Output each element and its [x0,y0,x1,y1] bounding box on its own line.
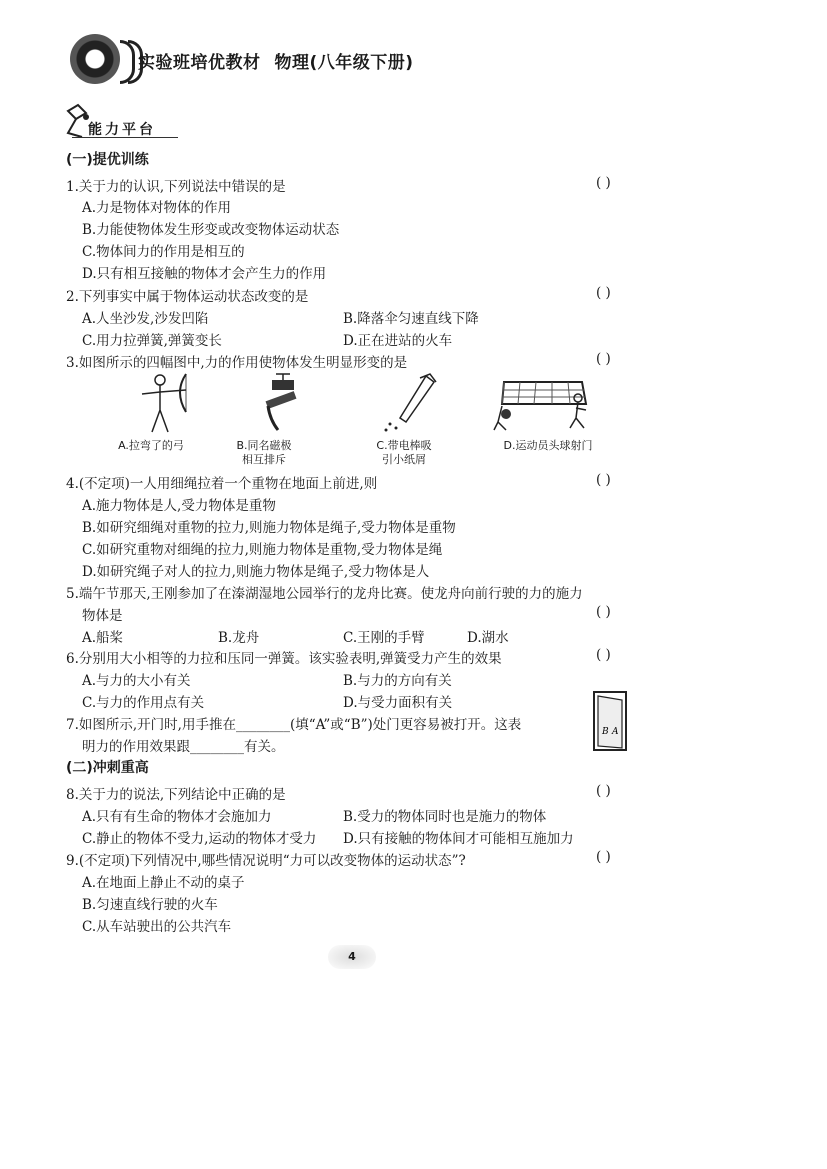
figure-caption-a: A.拉弯了的弓 [118,439,184,452]
option: B.龙舟 [218,630,260,646]
option: B.受力的物体同时也是施力的物体 [343,809,547,825]
option: C.用力拉弹簧,弹簧变长 [82,333,222,349]
question-stem: 7.如图所示,开门时,用手推在________(填“A”或“B”)处门更容易被打开。这表 [66,717,522,733]
door-label-b: B [602,727,609,737]
option: D.正在进站的火车 [343,333,453,349]
option: C.如研究重物对细绳的拉力,则施力物体是重物,受力物体是绳 [82,542,443,558]
option: D.只有相互接触的物体才会产生力的作用 [82,266,327,282]
answer-blank: ( ) [596,351,611,367]
door-illustration-icon [592,690,628,752]
option: B.降落伞匀速直线下降 [343,311,479,327]
option: D.与受力面积有关 [343,695,453,711]
book-subtitle: 物理(八年级下册) [274,53,414,73]
option: A.在地面上静止不动的桌子 [82,875,245,891]
figure-caption-d: D.运动员头球射门 [503,439,593,452]
header-title [138,48,414,73]
option: C.王刚的手臂 [343,630,425,646]
question-stem: 2.下列事实中属于物体运动状态改变的是 [66,289,309,305]
option: B.力能使物体发生形变或改变物体运动状态 [82,222,340,238]
question-stem-cont: 物体是 [82,608,123,624]
option: A.只有有生命的物体才会施加力 [82,809,272,825]
part-heading-2: (二)冲刺重高 [66,760,149,776]
option: A.施力物体是人,受力物体是重物 [82,498,276,514]
figure-caption-b [226,439,302,467]
option: D.只有接触的物体间才可能相互施加力 [343,831,574,847]
option: D.湖水 [467,630,509,646]
question-stem: 1.关于力的认识,下列说法中错误的是 [66,179,286,195]
option: B.匀速直线行驶的火车 [82,897,218,913]
charged-rod-illustration-icon [380,372,440,434]
page-number: 4 [328,945,376,969]
answer-blank: ( ) [596,472,611,488]
option: C.静止的物体不受力,运动的物体才受力 [82,831,317,847]
question-stem: 4.(不定项)一人用细绳拉着一个重物在地面上前进,则 [66,476,378,492]
section-title: 能力平台 [88,122,156,138]
option: A.与力的大小有关 [82,673,191,689]
option: A.船桨 [82,630,124,646]
divider [72,137,178,138]
answer-blank: ( ) [596,849,611,865]
question-stem: 6.分别用大小相等的力拉和压同一弹簧。该实验表明,弹簧受力产生的效果 [66,651,502,667]
caption-line: 相互排斥 [242,453,286,466]
question-stem: 9.(不定项)下列情况中,哪些情况说明“力可以改变物体的运动状态”? [66,853,466,869]
book-title: 实验班培优教材 [138,53,261,73]
caption-line: B.同名磁极 [236,439,292,452]
option: C.物体间力的作用是相互的 [82,244,245,260]
option: C.与力的作用点有关 [82,695,205,711]
question-stem: 8.关于力的说法,下列结论中正确的是 [66,787,286,803]
question-stem: 3.如图所示的四幅图中,力的作用使物体发生明显形变的是 [66,355,408,371]
page-header [62,26,432,90]
option: D.如研究绳子对人的拉力,则施力物体是绳子,受力物体是人 [82,564,430,580]
answer-blank: ( ) [596,604,611,620]
question-stem: 5.端午节那天,王刚参加了在溱湖湿地公园举行的龙舟比赛。使龙舟向前行驶的力的施力 [66,586,583,602]
question-stem-cont: 明力的作用效果跟________有关。 [82,739,285,755]
option: B.如研究细绳对重物的拉力,则施力物体是绳子,受力物体是重物 [82,520,456,536]
answer-blank: ( ) [596,285,611,301]
disc-logo-icon [70,34,120,84]
answer-blank: ( ) [596,647,611,663]
door-label-a: A [612,727,619,737]
section-logo [62,103,182,141]
caption-line: C.带电棒吸 [376,439,432,452]
option: C.从车站驶出的公共汽车 [82,919,232,935]
answer-blank: ( ) [596,175,611,191]
option: B.与力的方向有关 [343,673,452,689]
magnets-illustration-icon [258,372,308,434]
part-heading-1: (一)提优训练 [66,152,149,168]
caption-line: 引小纸屑 [382,453,426,466]
option: A.人坐沙发,沙发凹陷 [82,311,209,327]
answer-blank: ( ) [596,783,611,799]
archer-bow-illustration-icon [130,372,200,434]
figure-caption-c [366,439,442,467]
option: A.力是物体对物体的作用 [82,200,232,216]
soccer-goal-illustration-icon [490,376,600,436]
